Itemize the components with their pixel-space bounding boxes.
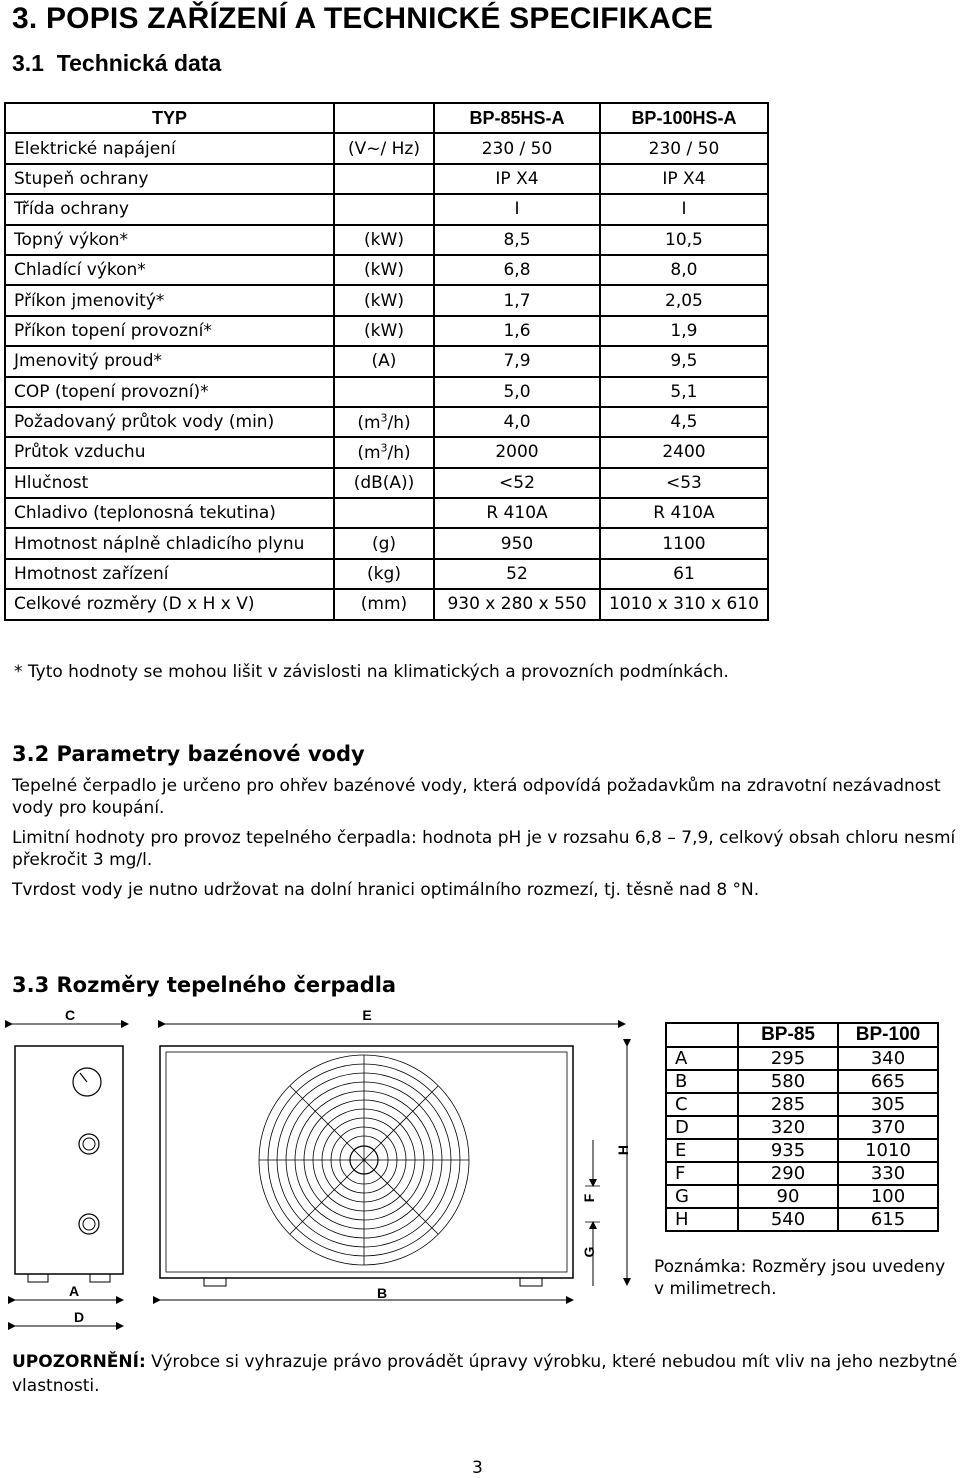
spec-unit-cell-text: (kW) [364, 320, 404, 341]
spec-unit-cell [334, 377, 434, 407]
spec-unit-cell-text: (kW) [364, 290, 404, 311]
dimensions-note [654, 1256, 945, 1300]
side-view-outline [15, 1046, 123, 1274]
dim-bp85-cell: 540 [738, 1208, 838, 1231]
dimensions-table [665, 1022, 939, 1232]
dim-bp100-cell: 340 [838, 1047, 938, 1070]
heat-pump-drawing [0, 1000, 660, 1340]
table-row [666, 1116, 938, 1139]
spec-unit-cell [334, 346, 434, 376]
section-3-3-title [12, 973, 396, 997]
spec-unit-cell [334, 225, 434, 255]
spec-bp100-cell-text: 1010 x 310 x 610 [609, 594, 759, 615]
label-f: F [581, 1193, 597, 1203]
warning-paragraph [12, 1350, 960, 1398]
paragraph-hardness: Tvrdost vody je nutno udržovat na dolní hranici optimálního rozmezí, tj. těsně nad 8 °N. [12, 880, 760, 900]
spec-bp100-cell [600, 225, 768, 255]
table-row [5, 589, 768, 619]
spec-label-cell [5, 437, 334, 467]
spec-bp85-cell-text: 8,5 [503, 229, 531, 250]
spec-unit-cell [334, 133, 434, 163]
dim-key-cell: D [666, 1116, 738, 1139]
spec-label-cell [5, 225, 334, 255]
spec-bp85-cell-text: 5,0 [503, 381, 531, 402]
spec-unit-cell [334, 407, 434, 437]
dim-bp85-cell: 90 [738, 1185, 838, 1208]
dim-bp85-cell: 285 [738, 1093, 838, 1116]
spec-bp100-cell [600, 559, 768, 589]
spec-bp85-cell [434, 133, 600, 163]
table-footnote: * Tyto hodnoty se mohou lišit v závislosti na klimatických a provozních podmínkách. [14, 662, 729, 682]
spec-unit-cell-text: (g) [371, 533, 397, 554]
spec-label-cell-text: Hlučnost [14, 472, 89, 493]
dim-key-cell: A [666, 1047, 738, 1070]
spec-unit-cell [334, 194, 434, 224]
dim-bp85-cell: 580 [738, 1070, 838, 1093]
spec-bp100-cell-text: 2400 [662, 442, 706, 463]
warning-label: UPOZORNĚNÍ: [12, 1352, 146, 1372]
table-row [666, 1047, 938, 1070]
dim-bp85-cell: 290 [738, 1162, 838, 1185]
label-c: C [64, 1007, 76, 1023]
label-g: G [581, 1246, 597, 1258]
spec-bp100-cell-text: IP X4 [662, 168, 706, 189]
spec-label-cell-text: Elektrické napájení [14, 138, 176, 159]
dim-bp100-cell: 100 [838, 1185, 938, 1208]
spec-bp100-cell-text: R 410A [653, 503, 715, 524]
spec-label-cell [5, 377, 334, 407]
warning-text: Výrobce si vyhrazuje právo provádět úpravy výrobku, které nebudou mít vliv na jeho nezbytné vlastnosti. [12, 1352, 958, 1396]
spec-label-cell [5, 285, 334, 315]
table-row [5, 377, 768, 407]
spec-bp85-cell-text: I [514, 199, 520, 220]
spec-bp100-cell-text: 1,9 [670, 320, 698, 341]
spec-bp100-cell [600, 528, 768, 558]
section-number: 3.1 [12, 50, 44, 76]
table-row [5, 437, 768, 467]
spec-unit-cell [334, 528, 434, 558]
dim-key-cell: B [666, 1070, 738, 1093]
dim-bp85-cell: 935 [738, 1139, 838, 1162]
spec-bp85-cell [434, 468, 600, 498]
superscript: 3 [380, 441, 388, 455]
dim-bp100-cell: 330 [838, 1162, 938, 1185]
spec-bp85-cell [434, 437, 600, 467]
spec-label-cell [5, 528, 334, 558]
spec-label-cell-text: Třída ochrany [14, 199, 129, 220]
spec-bp100-cell-text: 10,5 [665, 229, 703, 250]
spec-unit-cell-text: (kg) [367, 564, 401, 585]
spec-unit-cell-text: (V~/ Hz) [348, 138, 420, 159]
table-row [666, 1185, 938, 1208]
dim-bp100-cell: 370 [838, 1116, 938, 1139]
spec-label-cell [5, 468, 334, 498]
spec-label-cell-text: Hmotnost náplně chladicího plynu [14, 533, 305, 554]
spec-bp100-cell-text: 5,1 [670, 381, 698, 402]
dim-key-cell: H [666, 1208, 738, 1231]
spec-bp85-cell-text: 6,8 [503, 260, 531, 281]
table-row [5, 133, 768, 163]
paragraph-purpose: Tepelné čerpadlo je určeno pro ohřev bazénové vody, která odpovídá požadavkům na zdravotní nezávadnost vody pro koupání. [12, 776, 941, 818]
spec-bp85-cell [434, 559, 600, 589]
table-row [5, 498, 768, 528]
spec-label-cell-text: Topný výkon* [14, 229, 128, 250]
spec-bp85-cell [434, 407, 600, 437]
spec-bp100-cell-text: 9,5 [670, 351, 698, 372]
spec-label-cell-text: Požadovaný průtok vody (min) [14, 412, 275, 433]
table-header-row [666, 1023, 938, 1047]
section-title: Rozměry tepelného čerpadla [56, 973, 397, 997]
spec-bp100-cell-text: 61 [673, 564, 695, 585]
spec-bp100-cell-text: 1100 [662, 533, 706, 554]
header-bp100: BP-100HS-A [600, 103, 768, 133]
table-row [5, 407, 768, 437]
spec-bp85-cell-text: 52 [506, 564, 528, 585]
spec-bp85-cell [434, 528, 600, 558]
spec-bp100-cell-text: 8,0 [670, 260, 698, 281]
label-b: B [376, 1285, 388, 1301]
dim-key-cell: F [666, 1162, 738, 1185]
section-title: Technická data [56, 50, 222, 76]
spec-bp85-cell [434, 194, 600, 224]
spec-label-cell-text: Chladivo (teplonosná tekutina) [14, 503, 276, 524]
label-a: A [68, 1283, 80, 1299]
table-row [666, 1070, 938, 1093]
section-number: 3.3 [12, 973, 50, 997]
spec-bp85-cell [434, 346, 600, 376]
spec-label-cell [5, 164, 334, 194]
note-line-2: v milimetrech. [654, 1279, 777, 1299]
spec-bp85-cell [434, 377, 600, 407]
spec-unit-cell [334, 559, 434, 589]
section-number: 3.2 [12, 742, 50, 766]
table-row [666, 1208, 938, 1231]
spec-bp85-cell [434, 316, 600, 346]
table-row [5, 285, 768, 315]
spec-bp85-cell [434, 255, 600, 285]
spec-bp85-cell [434, 589, 600, 619]
spec-bp85-cell-text: 930 x 280 x 550 [447, 594, 587, 615]
spec-bp100-cell [600, 437, 768, 467]
spec-bp85-cell-text: 1,7 [503, 290, 531, 311]
spec-bp85-cell-text: <52 [499, 472, 535, 493]
spec-bp100-cell-text: 4,5 [670, 412, 698, 433]
paragraph-limits: Limitní hodnoty pro provoz tepelného čerpadla: hodnota pH je v rozsahu 6,8 – 7,9, celkový obsah chloru nesmí překročit 3 mg/l. [12, 828, 956, 870]
label-e: E [362, 1007, 372, 1023]
table-row [5, 316, 768, 346]
spec-label-cell [5, 346, 334, 376]
spec-label-cell [5, 133, 334, 163]
dim-bp85-cell: 295 [738, 1047, 838, 1070]
spec-label-cell-text: COP (topení provozní)* [14, 381, 209, 402]
spec-bp85-cell-text: 230 / 50 [481, 138, 553, 159]
spec-unit-cell [334, 498, 434, 528]
page-heading: 3. POPIS ZAŘÍZENÍ A TECHNICKÉ SPECIFIKACE [12, 2, 714, 35]
dim-key-cell: G [666, 1185, 738, 1208]
spec-label-cell [5, 407, 334, 437]
dim-bp100-cell: 665 [838, 1070, 938, 1093]
spec-label-cell [5, 316, 334, 346]
spec-bp100-cell [600, 255, 768, 285]
dim-bp85-cell: 320 [738, 1116, 838, 1139]
spec-unit-cell-text: $(m^3/h)$ [357, 411, 411, 433]
spec-unit-cell [334, 589, 434, 619]
spec-bp100-cell [600, 346, 768, 376]
spec-label-cell [5, 498, 334, 528]
table-row [666, 1162, 938, 1185]
table-row [5, 164, 768, 194]
header-typ: TYP [5, 103, 334, 133]
table-row [5, 255, 768, 285]
header-blank [666, 1023, 738, 1047]
technical-data-table [4, 102, 769, 621]
table-row [5, 225, 768, 255]
table-row [5, 468, 768, 498]
spec-bp85-cell [434, 498, 600, 528]
spec-bp85-cell-text: 950 [500, 533, 534, 554]
spec-unit-cell-text: $(m^3/h)$ [357, 441, 411, 464]
note-line-1: Poznámka: Rozměry jsou uvedeny [654, 1257, 946, 1277]
spec-label-cell [5, 559, 334, 589]
spec-label-cell-text: Průtok vzduchu [14, 442, 146, 463]
label-d: D [73, 1309, 85, 1325]
spec-bp100-cell-text: 2,05 [665, 290, 703, 311]
table-row [666, 1139, 938, 1162]
water-inlet-icon [79, 1214, 99, 1234]
spec-label-cell [5, 589, 334, 619]
water-outlet-icon [79, 1134, 99, 1154]
spec-bp100-cell-text: 230 / 50 [648, 138, 720, 159]
header-bp85: BP-85 [738, 1023, 838, 1047]
dim-key-cell: C [666, 1093, 738, 1116]
spec-bp85-cell [434, 225, 600, 255]
spec-unit-cell [334, 437, 434, 467]
table-row [5, 346, 768, 376]
table-row [5, 528, 768, 558]
fan-grille-icon [259, 1055, 469, 1265]
spec-bp100-cell-text: I [681, 199, 687, 220]
spec-bp100-cell [600, 377, 768, 407]
spec-bp85-cell-text: 4,0 [503, 412, 531, 433]
spec-bp100-cell [600, 498, 768, 528]
dim-key-cell: E [666, 1139, 738, 1162]
header-bp85: BP-85HS-A [434, 103, 600, 133]
section-3-2-title [12, 742, 365, 766]
superscript: 3 [380, 411, 388, 425]
spec-bp100-cell [600, 589, 768, 619]
header-bp100: BP-100 [838, 1023, 938, 1047]
spec-bp100-cell [600, 468, 768, 498]
spec-label-cell-text: Celkové rozměry (D x H x V) [14, 594, 255, 615]
spec-unit-cell [334, 285, 434, 315]
spec-unit-cell-text: (mm) [360, 594, 408, 615]
spec-label-cell-text: Stupeň ochrany [14, 168, 149, 189]
spec-bp85-cell-text: IP X4 [495, 168, 539, 189]
spec-bp85-cell [434, 164, 600, 194]
spec-unit-cell [334, 468, 434, 498]
spec-bp100-cell [600, 194, 768, 224]
table-row [666, 1093, 938, 1116]
spec-bp85-cell [434, 285, 600, 315]
dim-bp100-cell: 615 [838, 1208, 938, 1231]
spec-label-cell [5, 194, 334, 224]
dim-bp100-cell: 305 [838, 1093, 938, 1116]
spec-label-cell-text: Příkon jmenovitý* [14, 290, 165, 311]
spec-label-cell-text: Příkon topení provozní* [14, 320, 212, 341]
spec-label-cell-text: Chladící výkon* [14, 260, 146, 281]
spec-unit-cell [334, 316, 434, 346]
spec-bp100-cell-text: <53 [666, 472, 702, 493]
spec-unit-cell-text: (A) [371, 351, 397, 372]
spec-label-cell [5, 255, 334, 285]
spec-bp100-cell [600, 285, 768, 315]
label-h: H [615, 1144, 631, 1156]
dim-bp100-cell: 1010 [838, 1139, 938, 1162]
spec-bp100-cell [600, 407, 768, 437]
spec-label-cell-text: Jmenovitý proud* [14, 351, 162, 372]
section-title: Parametry bazénové vody [56, 742, 365, 766]
spec-bp85-cell-text: R 410A [486, 503, 548, 524]
table-header-row [5, 103, 768, 133]
spec-unit-cell-text: (kW) [364, 260, 404, 281]
spec-bp85-cell-text: 7,9 [503, 351, 531, 372]
spec-unit-cell [334, 164, 434, 194]
spec-unit-cell [334, 255, 434, 285]
table-row [5, 559, 768, 589]
table-row [5, 194, 768, 224]
spec-bp85-cell-text: 2000 [495, 442, 539, 463]
spec-bp85-cell-text: 1,6 [503, 320, 531, 341]
header-unit [334, 103, 434, 133]
spec-bp100-cell [600, 133, 768, 163]
page-number: 3 [472, 1458, 483, 1478]
spec-bp100-cell [600, 316, 768, 346]
spec-bp100-cell [600, 164, 768, 194]
section-3-1-title [12, 50, 221, 77]
spec-unit-cell-text: (kW) [364, 229, 404, 250]
spec-unit-cell-text: (dB(A)) [353, 472, 415, 493]
spec-label-cell-text: Hmotnost zařízení [14, 564, 169, 585]
